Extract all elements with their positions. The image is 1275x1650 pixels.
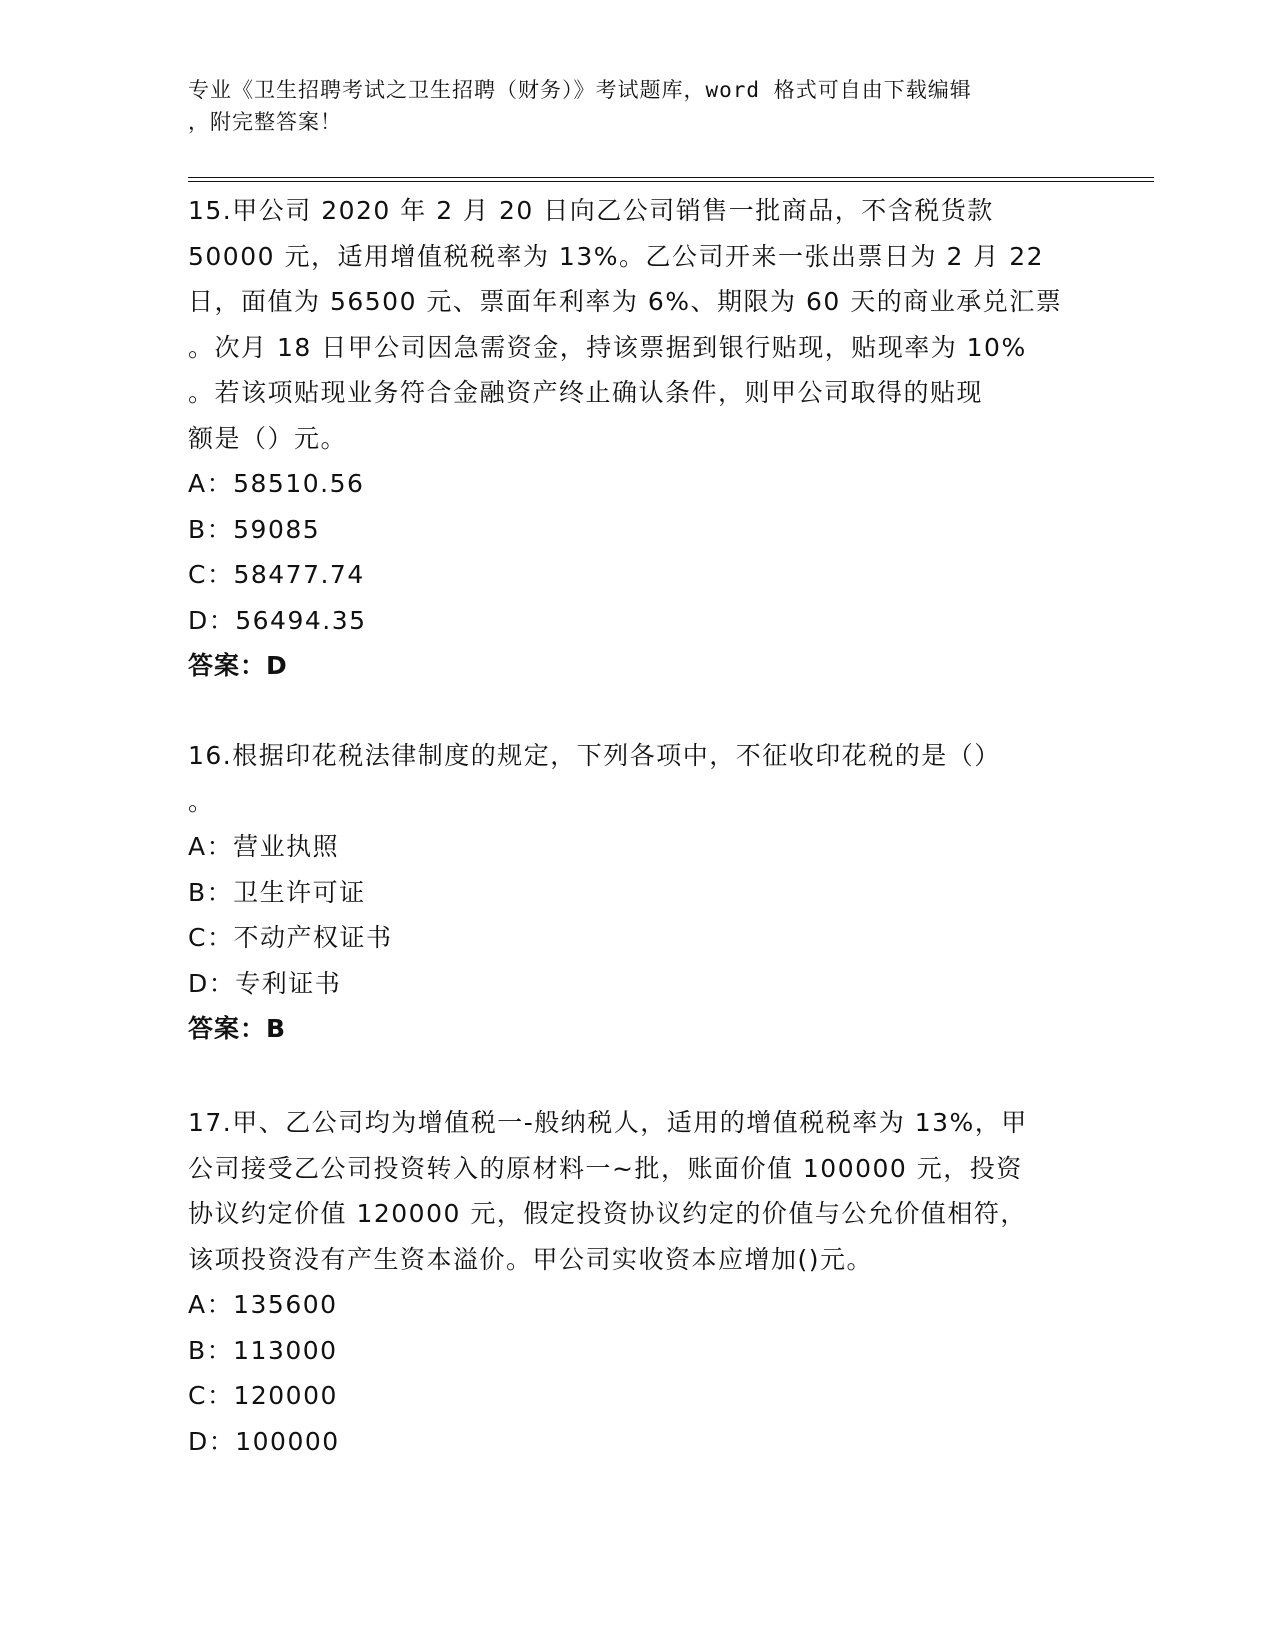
question-text-line: 50000 元，适用增值税税率为 13%。乙公司开来一张出票日为 2 月 22 [188,241,1045,271]
option-a: A：营业执照 [188,832,340,861]
question-text-line: 。若该项贴现业务符合金融资产终止确认条件，则甲公司取得的贴现 [188,378,984,407]
question-text-line: 日，面值为 56500 元、票面年利率为 6%、期限为 60 天的商业承兑汇票 [188,287,1063,316]
question-text-line: 16.根据印花税法律制度的规定，下列各项中，不征收印花税的是（） [188,741,1001,770]
option-c: C：不动产权证书 [188,923,393,952]
header-line: 专业《卫生招聘考试之卫生招聘（财务）》考试题库，word 格式可自由下载编辑 [188,78,972,102]
option-a: A：58510.56 [188,469,365,498]
question-text-line: 公司接受乙公司投资转入的原材料一~批，账面价值 100000 元，投资 [188,1153,1023,1183]
option-a: A：135600 [188,1290,338,1319]
answer: 答案：D [188,651,288,680]
header-divider [188,177,1154,178]
option-d: D：专利证书 [188,968,342,998]
question-16 [188,733,1078,1052]
option-c: C：120000 [188,1381,338,1410]
question-text-line: 。 [188,786,215,816]
option-c: C：58477.74 [188,560,365,589]
header-divider [188,181,1154,182]
option-d: D：100000 [188,1426,340,1456]
option-b: B：113000 [188,1335,338,1365]
question-text-line: 15.甲公司 2020 年 2 月 20 日向乙公司销售一批商品，不含税货款 [188,196,994,225]
question-15 [188,188,1078,689]
question-text-line: 17.甲、乙公司均为增值税一-般纳税人，适用的增值税税率为 13%，甲 [188,1108,1028,1137]
option-b: B：卫生许可证 [188,877,366,907]
header-line: ，附完整答案！ [188,110,342,134]
answer: 答案：B [188,1014,287,1043]
question-17 [188,1100,1078,1464]
question-text-line: 额是（）元。 [188,423,348,453]
question-text-line: 协议约定价值 120000 元，假定投资协议约定的价值与公允价值相符， [188,1199,1027,1228]
option-b: B：59085 [188,514,321,544]
question-text-line: 该项投资没有产生资本溢价。甲公司实收资本应增加()元。 [188,1244,874,1274]
question-text-line: 。次月 18 日甲公司因急需资金，持该票据到银行贴现，贴现率为 10% [188,332,1027,362]
document-header [188,74,1068,138]
option-d: D：56494.35 [188,605,367,635]
